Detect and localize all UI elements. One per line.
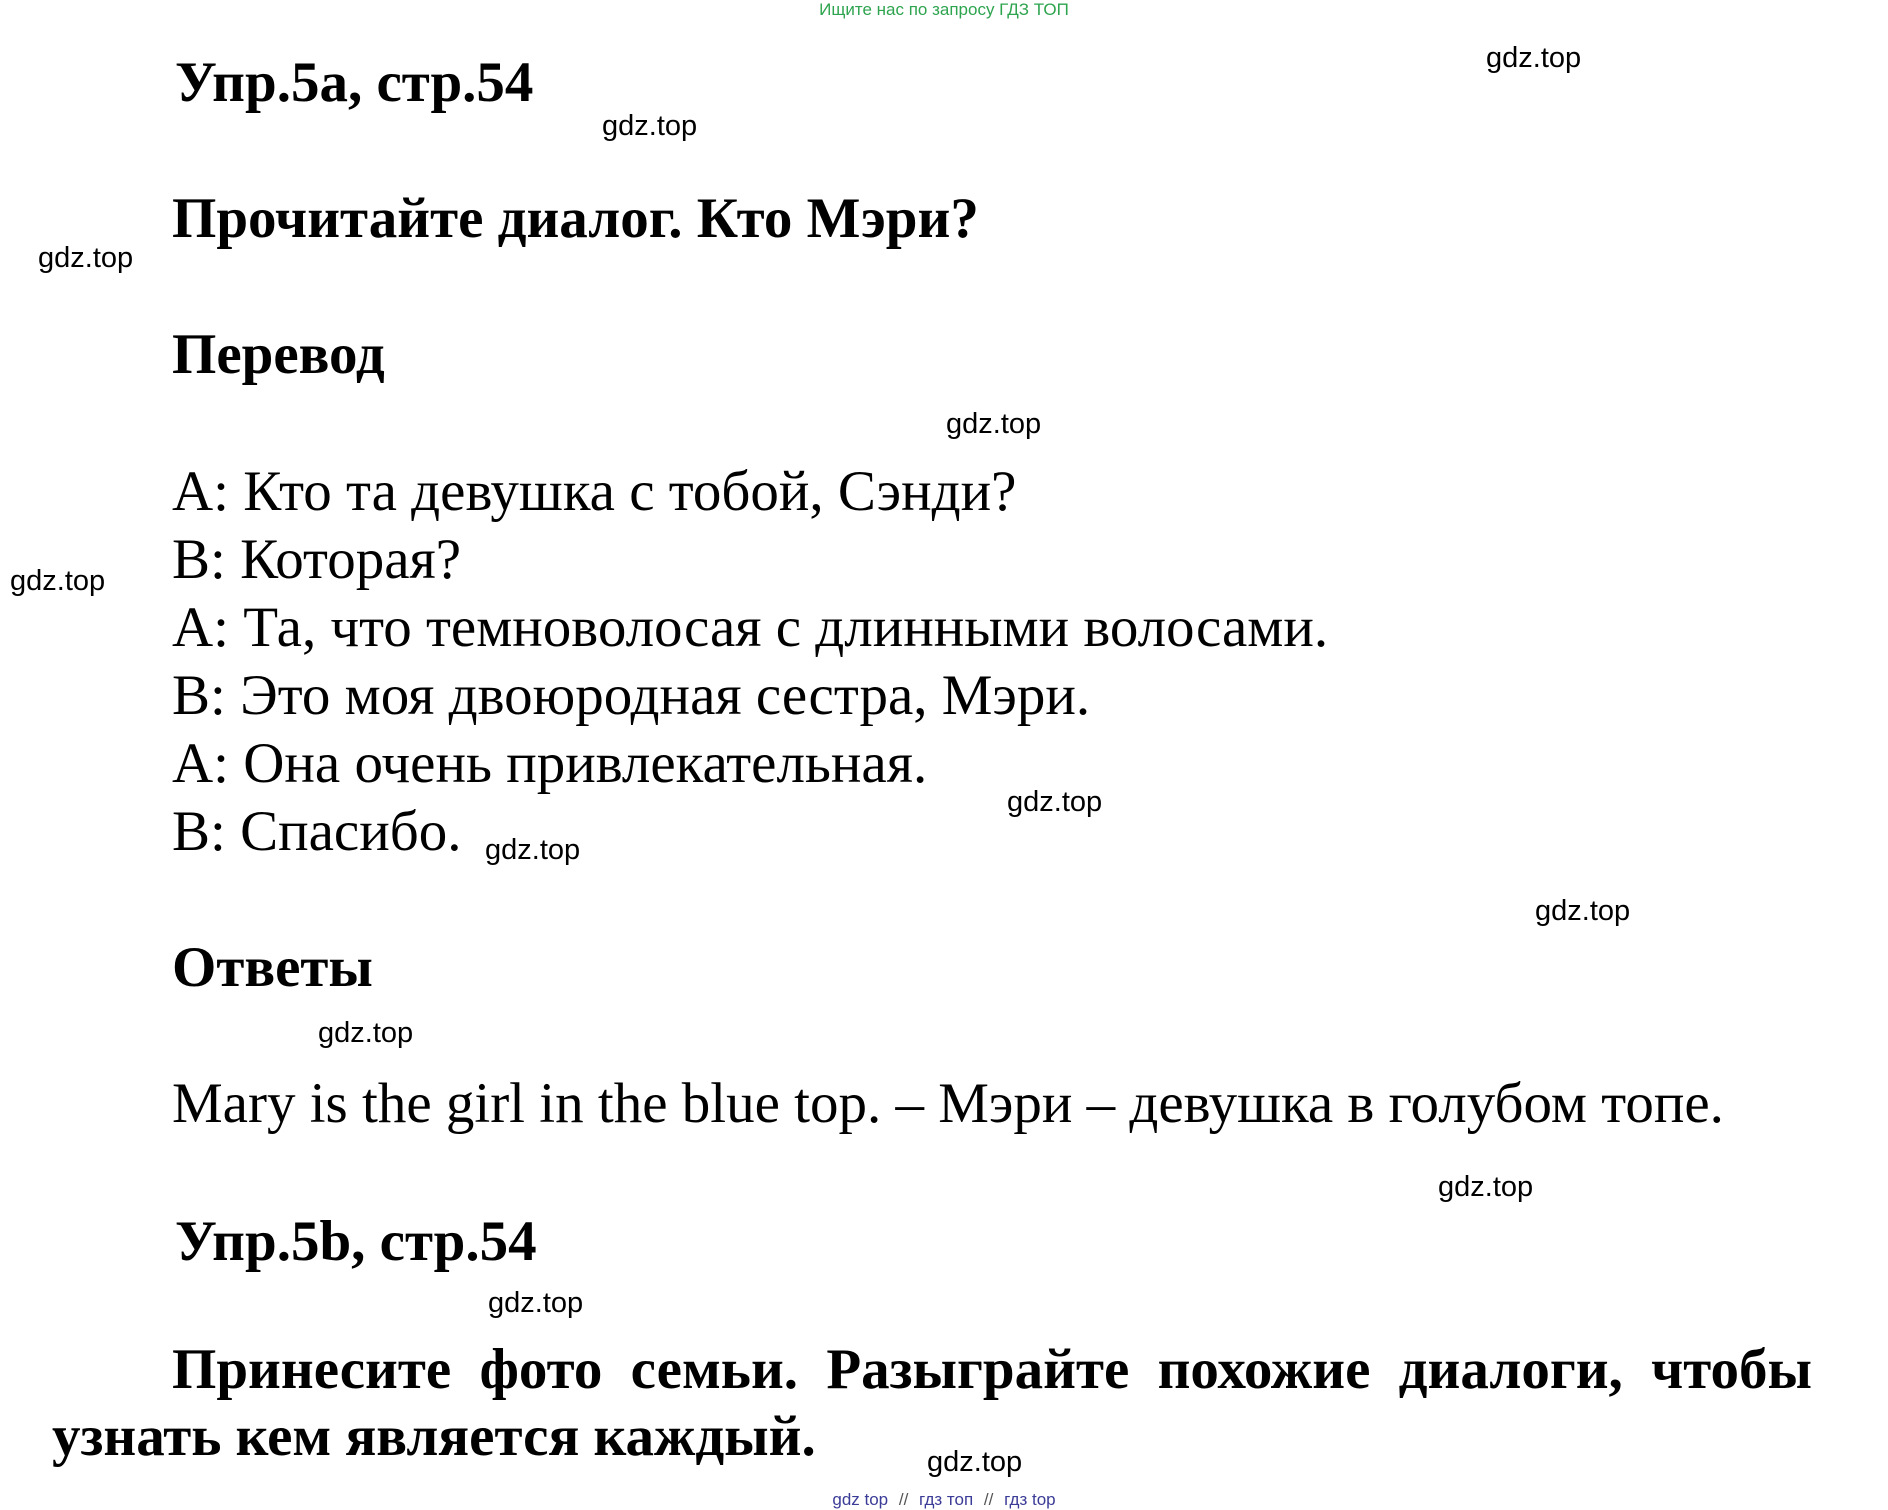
exercise-b-task: Принесите фото семьи. Разыграйте похожие диалоги, чтобы узнать кем является каждый.: [52, 1338, 1812, 1468]
exercise-b-title: Упр.5b, стр.54: [175, 1210, 537, 1273]
watermark: gdz.top: [927, 1446, 1023, 1478]
watermark: gdz.top: [488, 1287, 584, 1319]
watermark: gdz.top: [485, 834, 581, 866]
watermark: gdz.top: [38, 242, 134, 274]
watermark: gdz.top: [1007, 786, 1103, 818]
dialog-line-4: B: Это моя двоюродная сестра, Мэри.: [172, 664, 1091, 727]
dialog-line-5: A: Она очень привлекательная.: [172, 732, 928, 795]
exercise-a-title: Упр.5a, стр.54: [175, 51, 534, 114]
footer-separator: //: [898, 1490, 909, 1509]
footer-link-2[interactable]: гдз топ: [919, 1490, 974, 1509]
footer-links: [0, 1490, 1888, 1510]
answers-heading: Ответы: [172, 936, 373, 999]
footer-separator: //: [983, 1490, 994, 1509]
watermark: gdz.top: [10, 565, 106, 597]
watermark: gdz.top: [1438, 1171, 1534, 1203]
watermark: gdz.top: [318, 1017, 414, 1049]
dialog-line-1: A: Кто та девушка с тобой, Сэнди?: [172, 460, 1017, 523]
watermark: gdz.top: [1486, 42, 1582, 74]
answer-text: Mary is the girl in the blue top. – Мэри – девушка в голубом топе.: [172, 1072, 1724, 1135]
watermark: gdz.top: [946, 408, 1042, 440]
dialog-line-2: B: Которая?: [172, 528, 462, 591]
watermark: gdz.top: [1535, 895, 1631, 927]
translation-heading: Перевод: [172, 323, 385, 386]
footer-link-1[interactable]: gdz top: [832, 1490, 889, 1509]
dialog-line-3: A: Та, что темноволосая с длинными волосами.: [172, 596, 1329, 659]
footer-link-3[interactable]: гдз top: [1004, 1490, 1056, 1509]
top-banner[interactable]: Ищите нас по запросу ГДЗ ТОП: [819, 0, 1069, 19]
watermark: gdz.top: [602, 110, 698, 142]
dialog-line-6: B: Спасибо.: [172, 800, 462, 863]
exercise-a-task: Прочитайте диалог. Кто Мэри?: [172, 187, 979, 250]
